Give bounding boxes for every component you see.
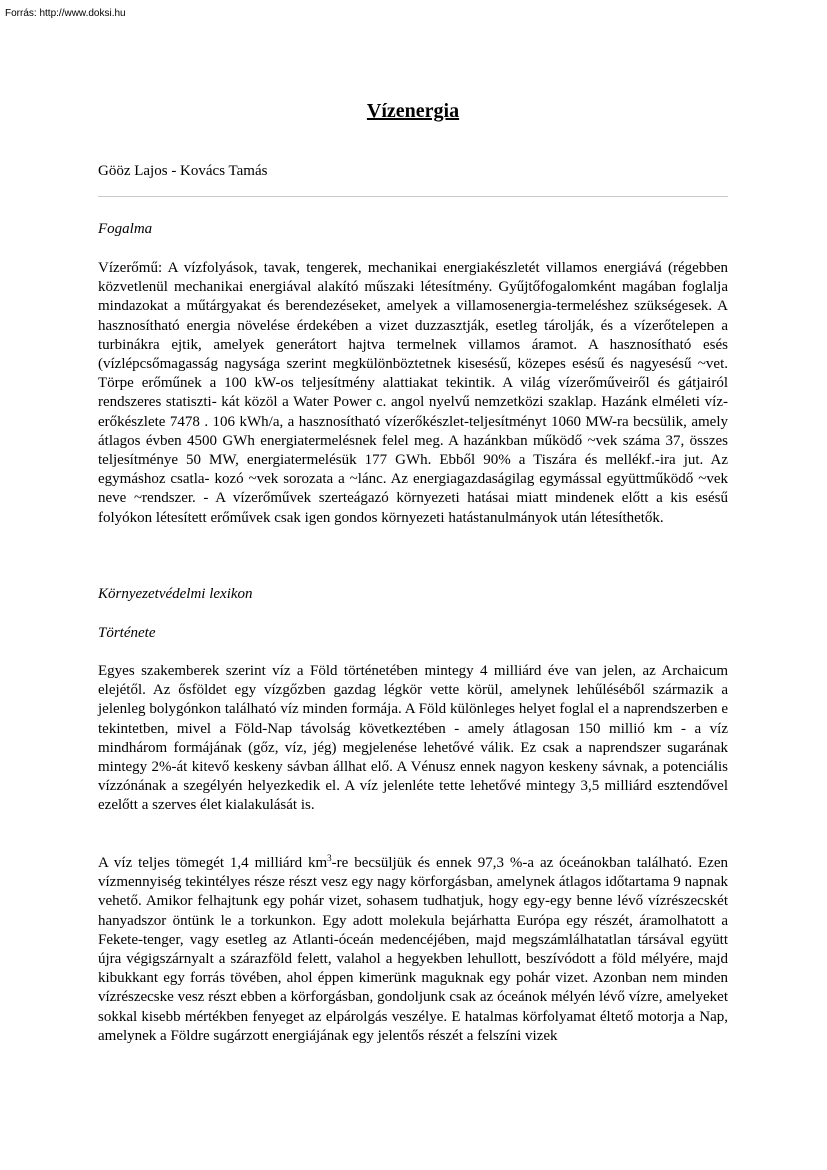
source-note: Környezetvédelmi lexikon [98, 586, 253, 602]
source-link[interactable]: http://www.doksi.hu [39, 8, 126, 19]
horizontal-rule [98, 196, 728, 197]
paragraph-tortenete-2 [98, 854, 728, 1046]
paragraph-tortenete-2-start: A víz teljes tömegét 1,4 milliárd km [98, 855, 328, 871]
source-label: Forrás: [5, 8, 37, 19]
superscript-exponent: 3 [327, 853, 332, 863]
source-line [5, 8, 126, 19]
paragraph-fogalma: Vízerőmű: A vízfolyások, tavak, tengerek, mechanikai energiakészletét villamos energiává (régebben közvetlenül mechanikai energiával alakító műszaki létesítmény. Gyűjtőfogalomként magában foglalja mindazokat a műtárgyakat és berendezéseket, amelyek a villamosenergia-termeléshez szükségesek. A hasznosítható energia növelése érdekében a vizet duzzasztják, esetleg tárolják, és a vízerőtelepen a turbinákra ejtik, amelyek generátort hajtva termelnek villamos áramot. A hasznosítható esés (vízlépcsőmagasság nagysága szerint megkülönböztetnek kisesésű, közepes esésű és nagyesésű ~vet. Törpe erőműnek a 100 kW-os teljesítmény alattiakat tekintik. A világ vízerőműveiről és gátjairól rendszeres statiszti- kát közöl a Water Power c. angol nyelvű nemzetközi szaklap. Hazánk elméleti víz- erőkészlete 7478 . 106 kWh/a, a hasznosítható vízerőkészlet-teljesítményt 1060 MW-ra becsülik, amely átlagos évben 4500 GWh energiatermelésnek felel meg. A hazánkban működő ~vek száma 37, összes teljesítménye 50 MW, energiatermelésük 177 GWh. Ebből 90% a Tiszára és mellékf.-ira jut. Az egymáshoz csatla- kozó ~vek sorozata a ~lánc. Az energiagazdaságilag egymással együttműködő ~vek neve ~rendszer. - A vízerőművek szerteágazó környezeti hatásai miatt mindenek előtt a kis esésű folyókon létesített erőművek csak igen gondos környezeti hatástanulmányok után létesíthetők. [98, 260, 728, 526]
section-heading-fogalma: Fogalma [98, 221, 153, 237]
section-heading-tortenete: Története [98, 625, 156, 641]
document-title: Vízenergia [366, 100, 460, 122]
document-authors: Gööz Lajos - Kovács Tamás [98, 163, 268, 179]
paragraph-tortenete-2-rest: -re becsüljük és ennek 97,3 %-a az óceánokban található. Ezen vízmennyiség tekintélyes része részt vesz egy nagy körforgásban, amelynek átlagos időtartama 9 napnak vehető. Amikor felhajtunk egy pohár vizet, sohasem tudhatjuk, hogy egy-egy benne lévő vízrészecskét hanyadszor öntünk le a torkunkon. Egy adott molekula bejárhatta Európa egy részét, áramolhatott a Fekete-tenger, vagy esetleg az Atlanti-óceán medencéjében, majd megszámlálhatatlan társával együtt újra végigszárnyalt a szárazföld felett, valahol a hegyekben lehullott, beszívódott a föld mélyére, majd kibukkant egy forrás tövében, ahol éppen kimerünk maguknak egy pohár vizet. Azonban nem minden vízrészecske vesz részt ebben a körforgásban, gondoljunk csak az óceánok mélyén lévő vízre, amelyeket sokkal kisebb mértékben fenyeget az elpárolgás veszélye. E hatalmas körfolyamat éltető motorja a Nap, amelynek a Földre sugárzott energiájának egy jelentős részét a felszíni vizek [98, 855, 728, 1044]
paragraph-tortenete-1: Egyes szakemberek szerint víz a Föld történetében mintegy 4 milliárd éve van jelen, az Archaicum elejétől. Az ősföldet egy vízgőzben gazdag légkör vette körül, amelynek lehűléséből származik a jelenleg bolygónkon található víz minden formája. A Föld különleges helyet foglal el a naprendszerben e tekintetben, mivel a Föld-Nap távolság következtében - amely átlagosan 150 millió km - a víz mindhárom formájának (gőz, víz, jég) megjelenése lehetővé válik. Ez csak a naprendszer sugarának mintegy 2%-át kitevő keskeny sávban állhat elő. A Vénusz ennek nagyon keskeny sávnak, a potenciális vízzónának a szegélyén helyezkedik el. A víz jelenléte tette lehetővé mintegy 3,5 milliárd esztendővel ezelőtt a szerves élet kialakulását is. [98, 663, 728, 814]
